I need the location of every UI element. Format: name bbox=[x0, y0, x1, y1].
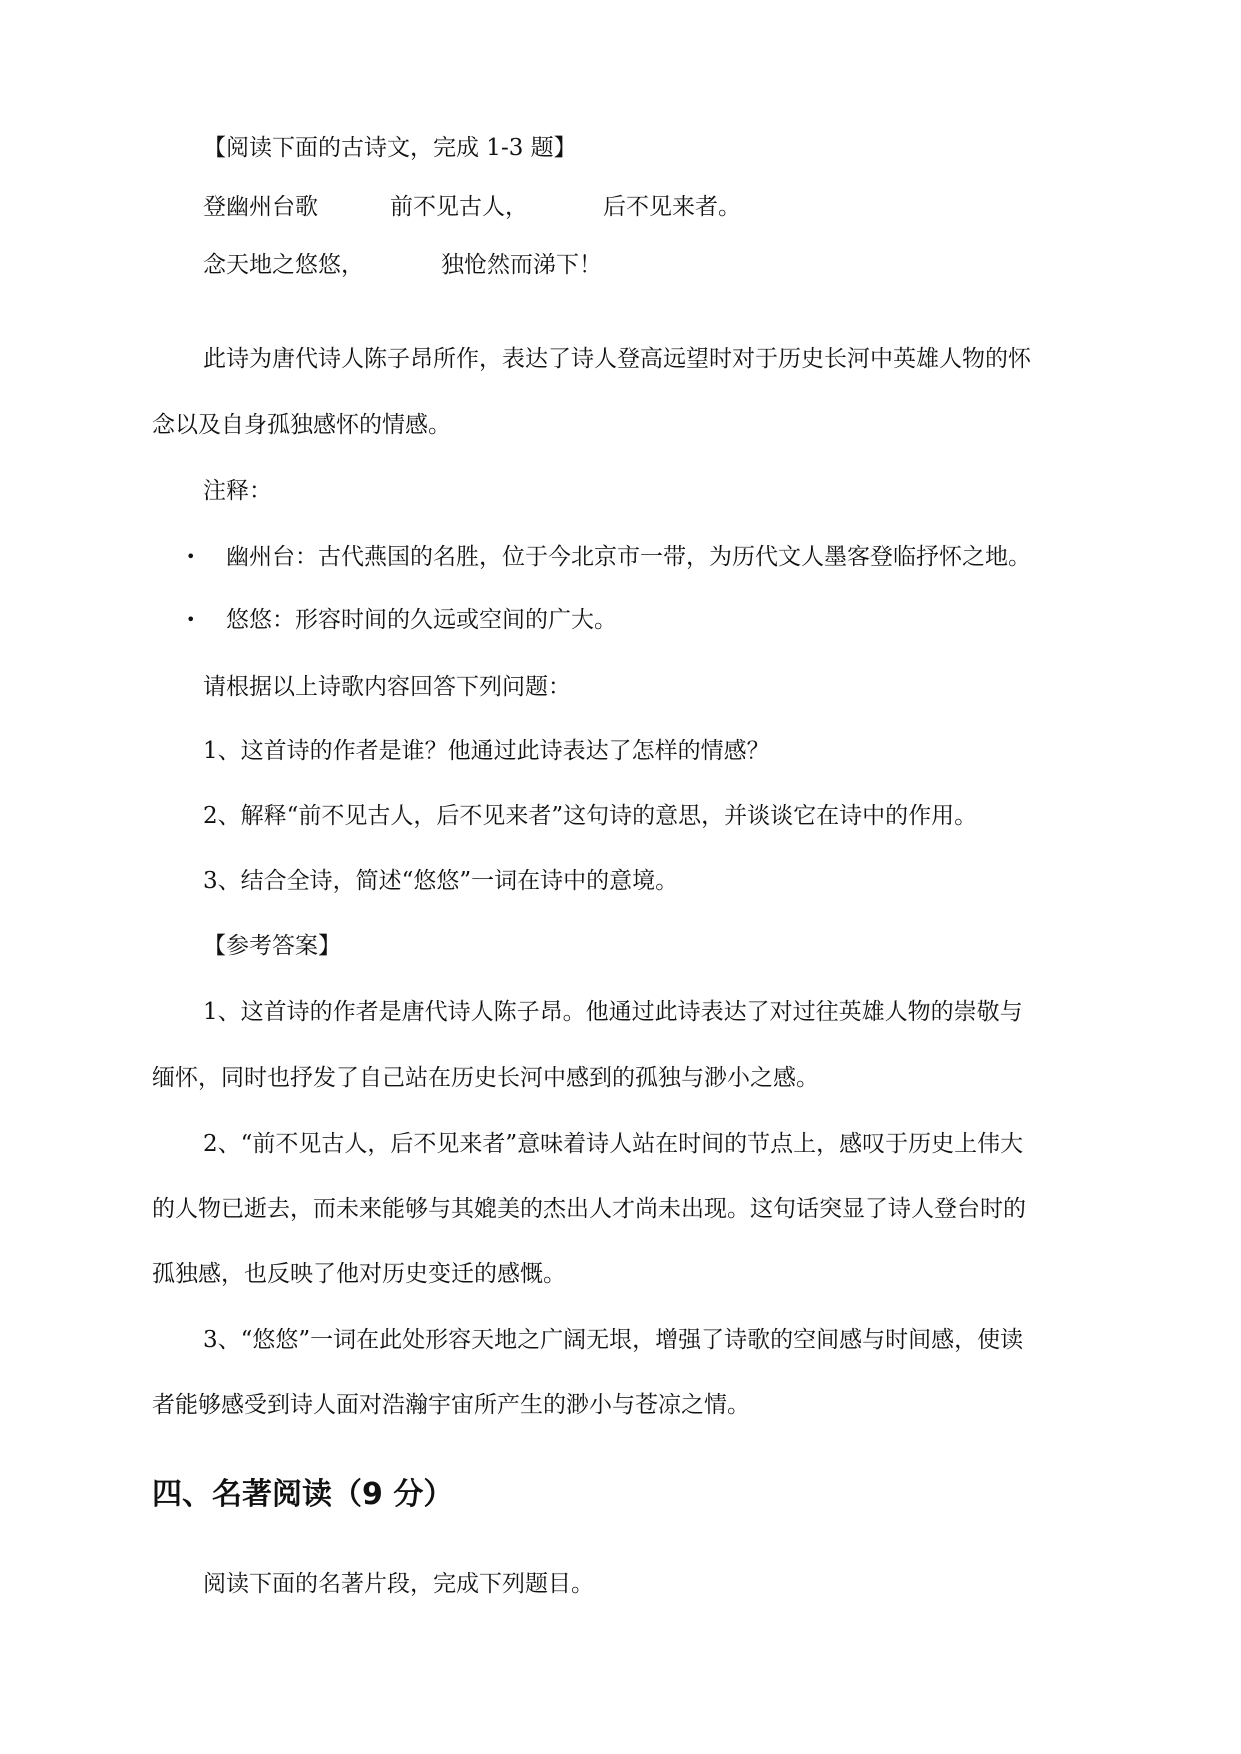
answer-3-line-2: 者能够感受到诗人面对浩瀚宇宙所产生的渺小与苍凉之情。 bbox=[152, 1392, 750, 1418]
question-3: 3、结合全诗，简述“悠悠”一词在诗中的意境。 bbox=[203, 868, 679, 894]
reading-instruction: 【阅读下面的古诗文，完成 1-3 题】 bbox=[203, 135, 577, 161]
answer-1-line-1: 1、这首诗的作者是唐代诗人陈子昂。他通过此诗表达了对过往英雄人物的崇敬与 bbox=[203, 999, 1023, 1025]
note-item: 幽州台：古代燕国的名胜，位于今北京市一带，为历代文人墨客登临抒怀之地。 bbox=[226, 544, 1031, 570]
answers-label: 【参考答案】 bbox=[203, 933, 341, 959]
poem-description-line-2: 念以及自身孤独感怀的情感。 bbox=[152, 412, 451, 438]
notes-label: 注释： bbox=[203, 478, 272, 504]
note-bullet: • bbox=[186, 547, 196, 566]
poem-line-4: 独怆然而涕下！ bbox=[441, 252, 602, 278]
answer-2-line-3: 孤独感，也反映了他对历史变迁的感慨。 bbox=[152, 1261, 566, 1287]
poem-description-line-1: 此诗为唐代诗人陈子昂所作，表达了诗人登高远望时对于历史长河中英雄人物的怀 bbox=[203, 346, 1031, 372]
answer-1-line-2: 缅怀，同时也抒发了自己站在历史长河中感到的孤独与渺小之感。 bbox=[152, 1065, 819, 1091]
poem-line-2: 后不见来者。 bbox=[603, 194, 741, 220]
section-intro: 阅读下面的名著片段，完成下列题目。 bbox=[203, 1571, 594, 1597]
answer-3-line-1: 3、“悠悠”一词在此处形容天地之广阔无垠，增强了诗歌的空间感与时间感，使读 bbox=[203, 1327, 1024, 1353]
note-item: 悠悠：形容时间的久远或空间的广大。 bbox=[226, 607, 617, 633]
poem-line-1: 前不见古人， bbox=[390, 194, 528, 220]
section-heading: 四、名著阅读（9 分） bbox=[152, 1477, 454, 1512]
answer-2-line-1: 2、“前不见古人，后不见来者”意味着诗人站在时间的节点上，感叹于历史上伟大 bbox=[203, 1131, 1024, 1157]
question-2: 2、解释“前不见古人，后不见来者”这句诗的意思，并谈谈它在诗中的作用。 bbox=[203, 803, 978, 829]
poem-title: 登幽州台歌 bbox=[203, 194, 318, 220]
question-1: 1、这首诗的作者是谁？他通过此诗表达了怎样的情感？ bbox=[203, 738, 770, 764]
answer-2-line-2: 的人物已逝去，而未来能够与其媲美的杰出人才尚未出现。这句话突显了诗人登台时的 bbox=[152, 1196, 1026, 1222]
note-bullet: • bbox=[186, 610, 196, 629]
poem-line-3: 念天地之悠悠， bbox=[203, 252, 364, 278]
questions-intro: 请根据以上诗歌内容回答下列问题： bbox=[203, 674, 571, 700]
